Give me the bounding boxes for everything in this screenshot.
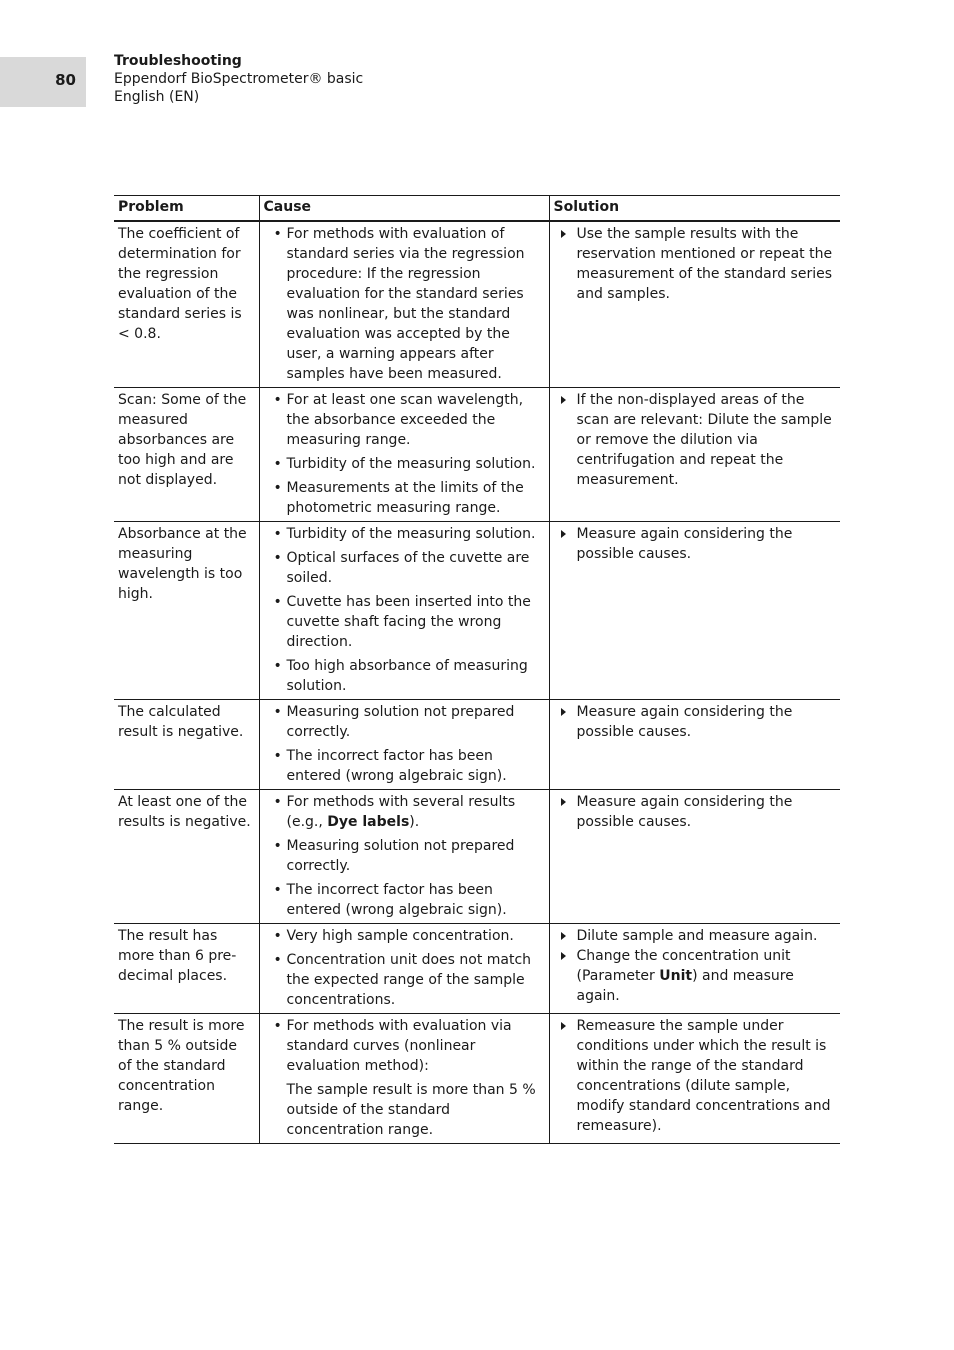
- solution-cell: [549, 924, 840, 1014]
- cause-list: [264, 792, 544, 920]
- cause-item: [264, 592, 544, 652]
- language-label: English (EN): [114, 89, 200, 105]
- solution-cell: [549, 700, 840, 790]
- bullet-icon: •: [273, 704, 282, 720]
- cause-list: [264, 1016, 544, 1140]
- troubleshooting-table: [114, 195, 840, 1144]
- solution-list: [554, 792, 836, 832]
- triangle-right-icon: [561, 230, 566, 238]
- item-text: Too high absorbance of measuring solution.: [286, 658, 528, 694]
- section-title: Troubleshooting: [114, 53, 242, 69]
- solution-cell: [549, 221, 840, 388]
- table-row: [114, 388, 840, 522]
- bullet-icon: •: [273, 658, 282, 674]
- bullet-icon: •: [273, 550, 282, 566]
- item-text: Optical surfaces of the cuvette are soiled.: [286, 550, 530, 586]
- item-text: Concentration unit does not match the expected range of the sample concentrations.: [286, 952, 532, 1008]
- parameter-name: Dye labels: [327, 814, 410, 830]
- table-row: [114, 522, 840, 700]
- solution-list: [554, 390, 836, 490]
- solution-item: [554, 792, 836, 832]
- bullet-icon: •: [273, 1018, 282, 1034]
- problem-cell: The calculated result is negative.: [114, 700, 259, 790]
- solution-cell: [549, 1014, 840, 1144]
- solution-list: [554, 702, 836, 742]
- item-text: Remeasure the sample under conditions under which the result is within the range of the standard concentrations (dilute sample, modify standard concentrations and remeasure).: [576, 1018, 831, 1134]
- text-segment: Change the concentration unit (Parameter: [576, 948, 791, 984]
- bullet-icon: •: [273, 392, 282, 408]
- cause-item: [264, 950, 544, 1010]
- bullet-icon: •: [273, 838, 282, 854]
- item-text: Turbidity of the measuring solution.: [286, 526, 536, 542]
- triangle-right-icon: [561, 396, 566, 404]
- bullet-icon: •: [273, 794, 282, 810]
- item-text: Dilute sample and measure again.: [576, 928, 818, 944]
- item-text: For at least one scan wavelength, the absorbance exceeded the measuring range.: [286, 392, 524, 448]
- text-segment: For methods with several results (e.g.,: [286, 794, 516, 830]
- item-text: Very high sample concentration.: [286, 928, 514, 944]
- triangle-right-icon: [561, 530, 566, 538]
- item-text: Cuvette has been inserted into the cuvette shaft facing the wrong direction.: [286, 594, 531, 650]
- cause-cell: [259, 924, 549, 1014]
- triangle-right-icon: [561, 1022, 566, 1030]
- triangle-right-icon: [561, 798, 566, 806]
- cause-item: [264, 524, 544, 544]
- table-row: [114, 1014, 840, 1144]
- item-text: Measuring solution not prepared correctly.: [286, 704, 515, 740]
- item-text: Measure again considering the possible causes.: [576, 794, 793, 830]
- parameter-name: Unit: [659, 968, 693, 984]
- item-text: For methods with evaluation of standard series via the regression procedure: If the regression evaluation for the standard series was nonlinear, but the standard evaluation was accepted by the user, a warning appears after samples have been measured.: [286, 226, 525, 382]
- solution-list: [554, 926, 836, 1006]
- solution-cell: [549, 790, 840, 924]
- cause-cell: [259, 221, 549, 388]
- cause-item: [264, 702, 544, 742]
- item-text: For methods with evaluation via standard curves (nonlinear evaluation method):: [286, 1018, 512, 1074]
- solution-item: [554, 224, 836, 304]
- cause-item: [264, 390, 544, 450]
- cause-cell: [259, 790, 549, 924]
- triangle-right-icon: [561, 952, 566, 960]
- solution-item: [554, 946, 836, 1006]
- cause-item: [264, 926, 544, 946]
- cause-item: [264, 1016, 544, 1140]
- bullet-icon: •: [273, 526, 282, 542]
- page-header: [114, 52, 363, 106]
- cause-list: [264, 224, 544, 384]
- problem-cell: At least one of the results is negative.: [114, 790, 259, 924]
- item-text: Use the sample results with the reservation mentioned or repeat the measurement of the standard series and samples.: [576, 226, 833, 302]
- text-segment: ) and measure again.: [576, 968, 794, 1004]
- solution-list: [554, 524, 836, 564]
- bullet-icon: •: [273, 456, 282, 472]
- table-row: [114, 924, 840, 1014]
- cause-list: [264, 702, 544, 786]
- cause-item: [264, 792, 544, 832]
- problem-cell: Absorbance at the measuring wavelength is too high.: [114, 522, 259, 700]
- bullet-icon: •: [273, 952, 282, 968]
- problem-cell: Scan: Some of the measured absorbances are too high and are not displayed.: [114, 388, 259, 522]
- solution-item: [554, 390, 836, 490]
- cause-cell: [259, 1014, 549, 1144]
- solution-cell: [549, 522, 840, 700]
- problem-cell: The result is more than 5 % outside of the standard concentration range.: [114, 1014, 259, 1144]
- solution-cell: [549, 388, 840, 522]
- bullet-icon: •: [273, 480, 282, 496]
- bullet-icon: •: [273, 882, 282, 898]
- item-text: The incorrect factor has been entered (wrong algebraic sign).: [286, 748, 507, 784]
- problem-cell: The coefficient of determination for the regression evaluation of the standard series is < 0.8.: [114, 221, 259, 388]
- cause-item: [264, 454, 544, 474]
- item-text: Measure again considering the possible causes.: [576, 704, 793, 740]
- cause-column-header: Cause: [259, 196, 549, 222]
- cause-item: [264, 548, 544, 588]
- item-text: Measuring solution not prepared correctly.: [286, 838, 515, 874]
- triangle-right-icon: [561, 932, 566, 940]
- cause-cell: [259, 700, 549, 790]
- solution-item: [554, 1016, 836, 1136]
- cause-cell: [259, 388, 549, 522]
- item-text: Measurements at the limits of the photometric measuring range.: [286, 480, 524, 516]
- item-text: Turbidity of the measuring solution.: [286, 456, 536, 472]
- cause-cell: [259, 522, 549, 700]
- bullet-icon: •: [273, 748, 282, 764]
- table-row: [114, 700, 840, 790]
- bullet-icon: •: [273, 928, 282, 944]
- solution-item: [554, 702, 836, 742]
- item-text: If the non-displayed areas of the scan are relevant: Dilute the sample or remove the dilution via centrifugation and repeat the measurement.: [576, 392, 832, 488]
- product-name: Eppendorf BioSpectrometer® basic: [114, 71, 364, 87]
- page-number: 80: [55, 71, 76, 89]
- table-row: [114, 221, 840, 388]
- triangle-right-icon: [561, 708, 566, 716]
- item-note: The sample result is more than 5 % outside of the standard concentration range.: [286, 1082, 536, 1138]
- problem-cell: The result has more than 6 pre-decimal places.: [114, 924, 259, 1014]
- solution-item: [554, 926, 836, 946]
- bullet-icon: •: [273, 226, 282, 242]
- cause-list: [264, 926, 544, 1010]
- page-number-tab: [0, 57, 86, 107]
- item-text: The incorrect factor has been entered (wrong algebraic sign).: [286, 882, 507, 918]
- problem-column-header: Problem: [114, 196, 259, 222]
- table-body: [114, 221, 840, 1144]
- solution-column-header: Solution: [549, 196, 840, 222]
- cause-item: [264, 656, 544, 696]
- cause-list: [264, 390, 544, 518]
- item-text: Measure again considering the possible causes.: [576, 526, 793, 562]
- solution-item: [554, 524, 836, 564]
- cause-item: [264, 836, 544, 876]
- table-row: [114, 790, 840, 924]
- bullet-icon: •: [273, 594, 282, 610]
- cause-item: [264, 746, 544, 786]
- cause-item: [264, 880, 544, 920]
- text-segment: ).: [409, 814, 420, 830]
- solution-list: [554, 224, 836, 304]
- solution-list: [554, 1016, 836, 1136]
- cause-item: [264, 478, 544, 518]
- cause-list: [264, 524, 544, 696]
- cause-item: [264, 224, 544, 384]
- table-header-row: [114, 196, 840, 222]
